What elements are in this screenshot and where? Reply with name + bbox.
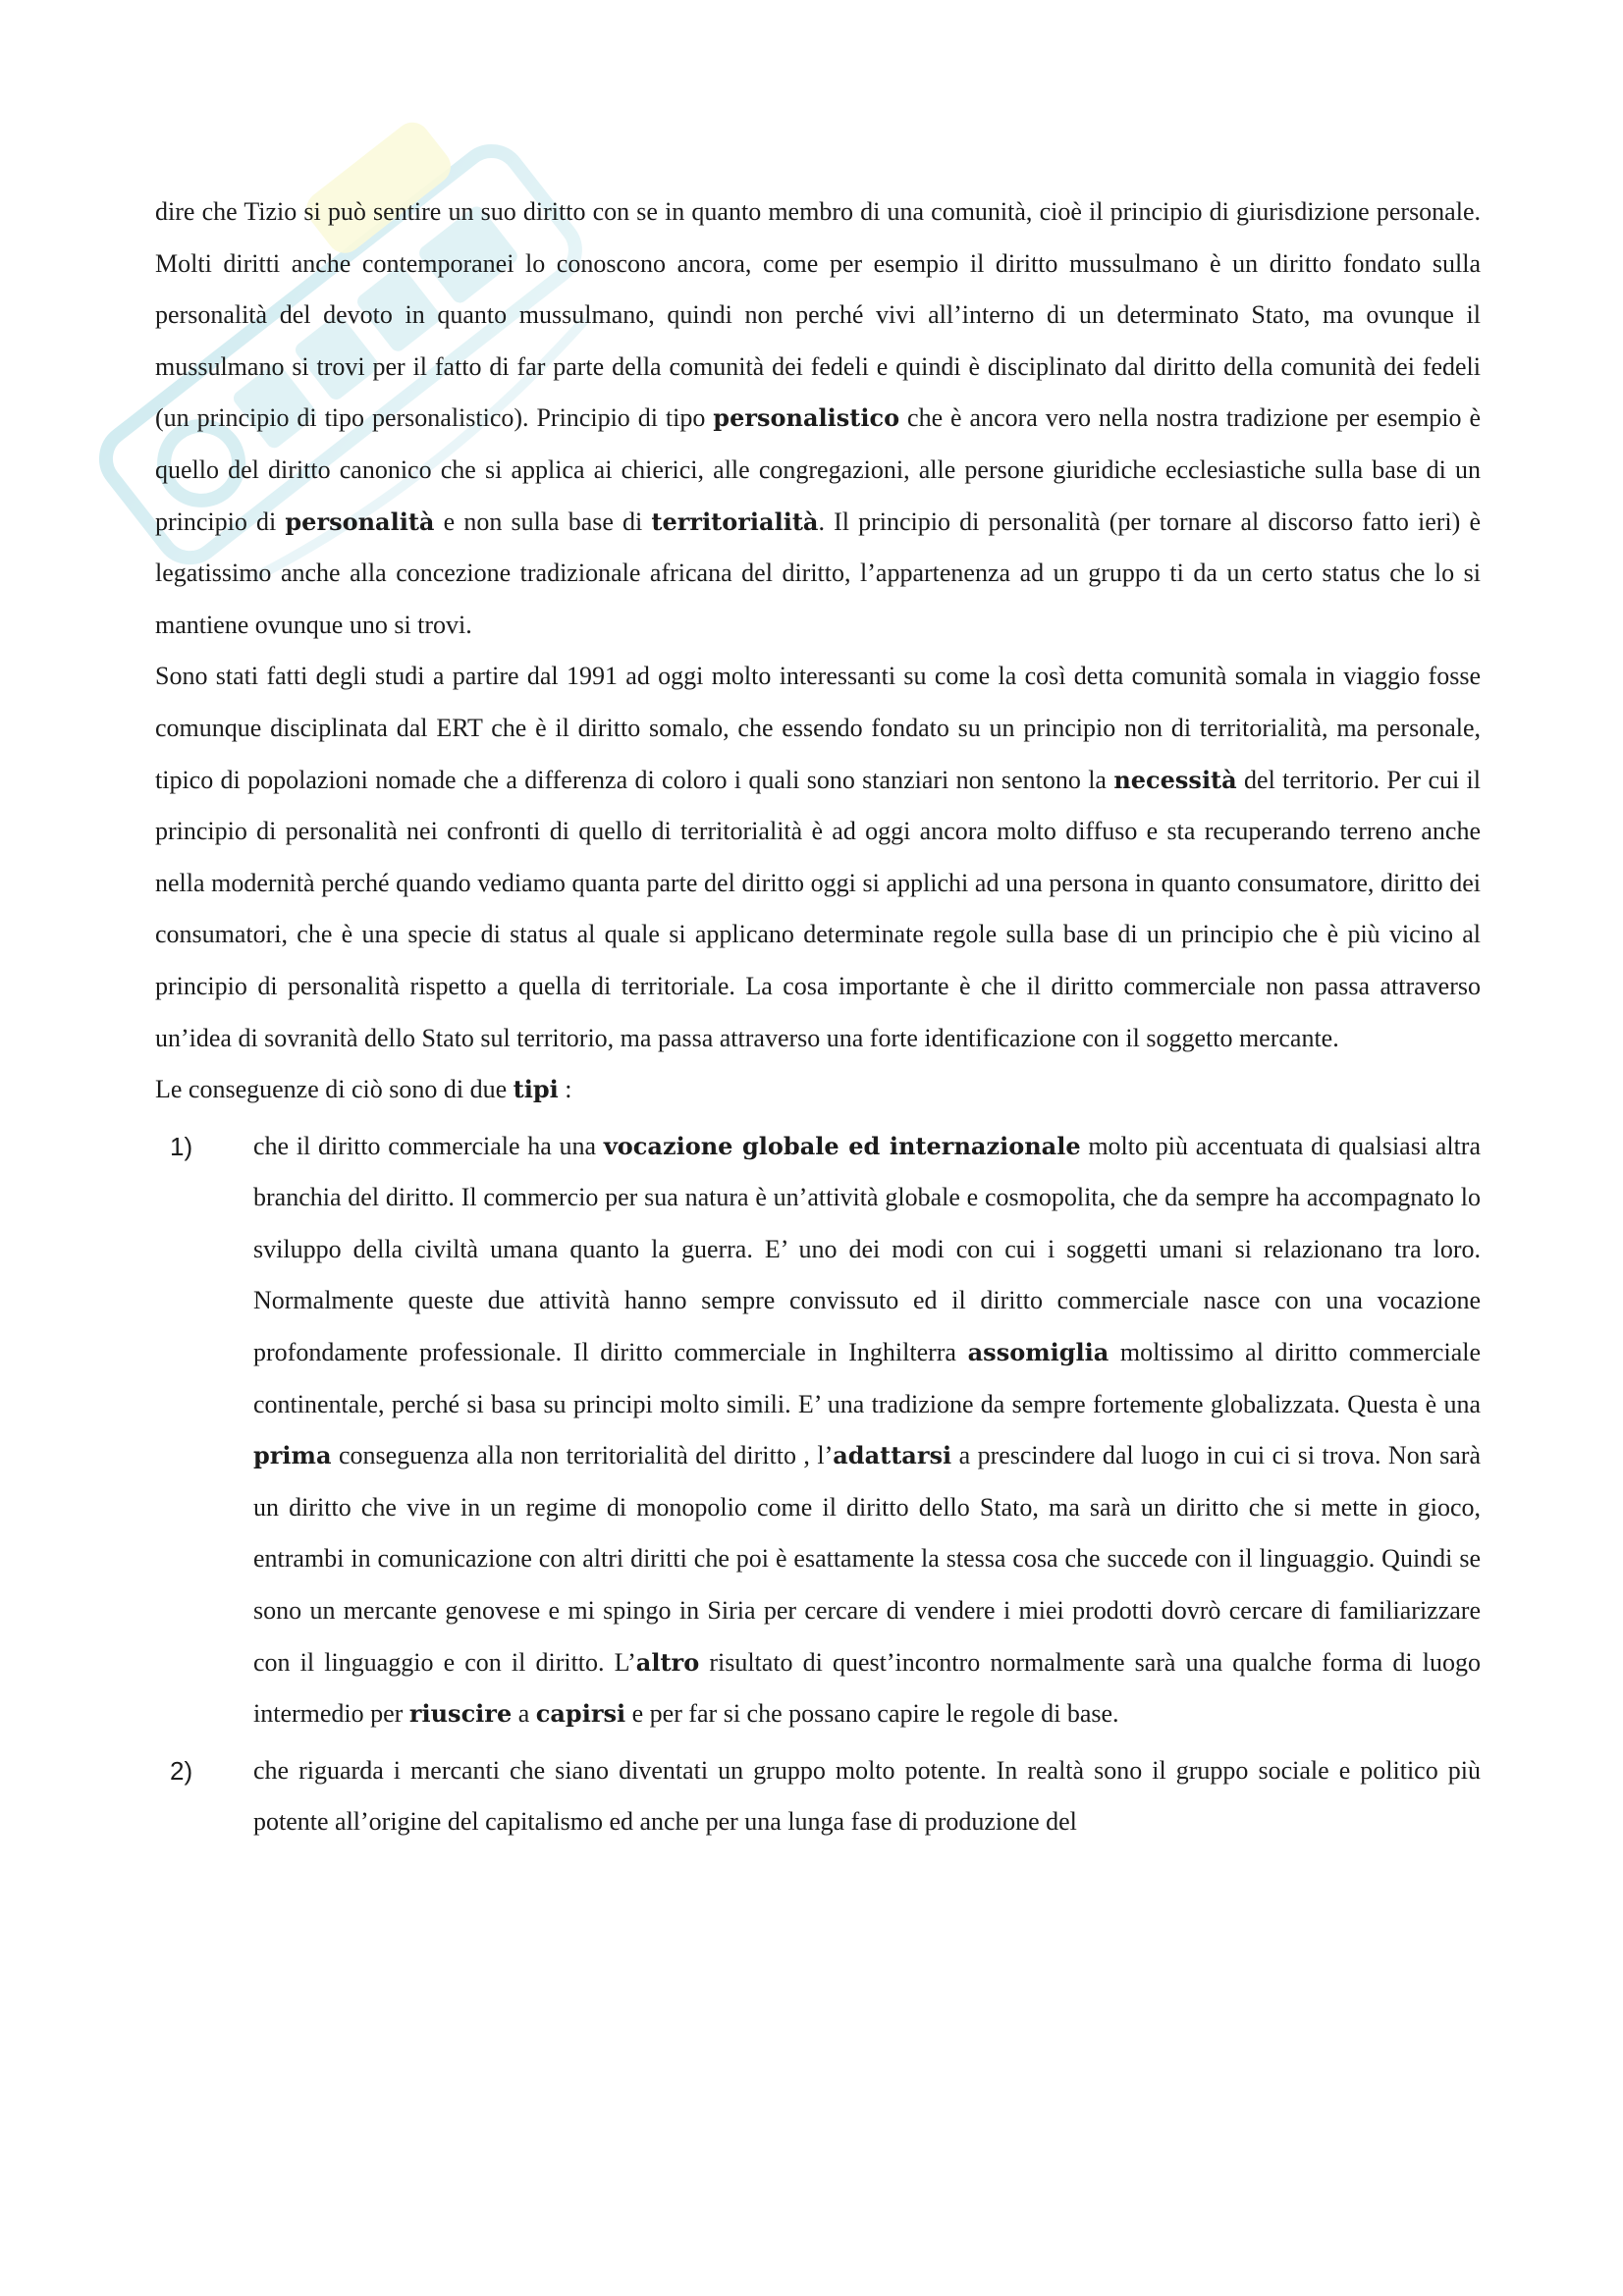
list-item (155, 1121, 1481, 1740)
text-run: risultato di quest’incontro normalmente sarà una qualche forma di luogo intermedio per (253, 1647, 1481, 1729)
bold-text: riuscire (408, 1699, 513, 1729)
list-item-text (253, 1121, 1481, 1740)
bold-text: prima (253, 1441, 332, 1470)
text-run: molto più accentuata di qualsiasi altra branchia del diritto. Il commercio per sua natura è un’attività globale e cosmopolita, che da sempre ha accompagnato lo sviluppo della civiltà umana quanto la guerra. E’ uno dei modi con cui i soggetti umani si relazionano tra loro. Normalmente queste due attività hanno sempre convissuto ed il diritto commerciale nasce con una vocazione profondamente professionale. Il diritto commerciale in Inghilterra (253, 1131, 1481, 1367)
bold-text: personalistico (713, 403, 900, 433)
bold-text: territorialità (651, 507, 819, 536)
paragraph (155, 1064, 1481, 1116)
paragraph (155, 187, 1481, 651)
document-body (155, 187, 1481, 1116)
list-number: 2) (170, 1755, 193, 1786)
text-run: Le conseguenze di ciò sono di due (155, 1075, 514, 1104)
list-item-text (253, 1745, 1481, 1848)
bold-text: capirsi (535, 1699, 626, 1729)
bold-text: assomiglia (967, 1338, 1109, 1367)
text-run: e per far si che possano capire le regole di base. (625, 1699, 1119, 1729)
text-run: . Il principio di personalità (per tornare al discorso fatto ieri) è legatissimo anche alla concezione tradizionale africana del diritto, l’appartenenza ad un gruppo ti da un certo status che lo si mantiene ovunque uno si trovi. (155, 507, 1481, 639)
bold-text: vocazione globale ed internazionale (603, 1131, 1081, 1160)
list-number: 1) (170, 1131, 193, 1161)
text-run: che il diritto commerciale ha una (253, 1131, 604, 1160)
text-run: e non sulla base di (434, 507, 652, 536)
text-run: che riguarda i mercanti che siano diventati un gruppo molto potente. In realtà sono il gruppo sociale e politico più potente all’origine del capitalismo ed anche per una lunga fase di produzione del (253, 1755, 1481, 1837)
text-run: moltissimo al diritto commerciale continentale, perché si basa su principi molto simili. E’ una tradizione da sempre fortemente globalizzata. Questa è una (253, 1338, 1482, 1418)
bold-text: personalità (285, 507, 435, 536)
text-run: dire che Tizio si può sentire un suo diritto con se in quanto membro di una comunità, cioè il principio di giurisdizione personale. Molti diritti anche contemporanei lo conoscono ancora, come per esempio il diritto mussulmano è un diritto fondato sulla personalità del devoto in quanto mussulmano, quindi non perché vivi all’interno di un determinato Stato, ma ovunque il mussulmano si trovi per il fatto di far parte della comunità dei fedeli e quindi è disciplinato dal diritto della comunità dei fedeli (un principio di tipo personalistico). Principio di tipo (155, 197, 1481, 433)
paragraph (155, 651, 1481, 1064)
text-run: che è ancora vero nella nostra tradizione per esempio è quello del diritto canonico che si applica ai chierici, alle congregazioni, alle persone giuridiche ecclesiastiche sulla base di un principio di (155, 403, 1482, 536)
list-item (155, 1745, 1481, 1848)
bold-text: tipi (513, 1075, 559, 1104)
text-run: : (558, 1075, 572, 1104)
text-run: a (512, 1699, 536, 1729)
bold-text: adattarsi (833, 1441, 952, 1470)
bold-text: necessità (1113, 765, 1237, 794)
numbered-list (155, 1121, 1481, 1848)
document-page (155, 187, 1481, 1848)
bold-text: altro (635, 1647, 700, 1677)
text-run: conseguenza alla non territorialità del diritto , l’ (331, 1441, 834, 1470)
text-run: a prescindere dal luogo in cui ci si trova. Non sarà un diritto che vive in un regime di monopolio come il diritto dello Stato, ma sarà un diritto che si mette in gioco, entrambi in comunicazione con altri diritti che poi è esattamente la stessa cosa che succede con il linguaggio. Quindi se sono un mercante genovese e mi spingo in Siria per cercare di vendere i miei prodotti dovrò cercare di familiarizzare con il linguaggio e con il diritto. L’ (253, 1441, 1481, 1677)
text-run: Sono stati fatti degli studi a partire dal 1991 ad oggi molto interessanti su come la così detta comunità somala in viaggio fosse comunque disciplinata dal ERT che è il diritto somalo, che essendo fondato su un principio non di territorialità, ma personale, tipico di popolazioni nomade che a differenza di coloro i quali sono stanziari non sentono la (155, 662, 1481, 794)
text-run: del territorio. Per cui il principio di personalità nei confronti di quello di territorialità è ad oggi ancora molto diffuso e sta recuperando terreno anche nella modernità perché quando vediamo quanta parte del diritto oggi si applichi ad una persona in quanto consumatore, diritto dei consumatori, che è una specie di status al quale si applicano determinate regole sulla base di un principio che è più vicino al principio di personalità rispetto a quella di territoriale. La cosa importante è che il diritto commerciale non passa attraverso un’idea di sovranità dello Stato sul territorio, ma passa attraverso una forte identificazione con il soggetto mercante. (155, 765, 1482, 1052)
